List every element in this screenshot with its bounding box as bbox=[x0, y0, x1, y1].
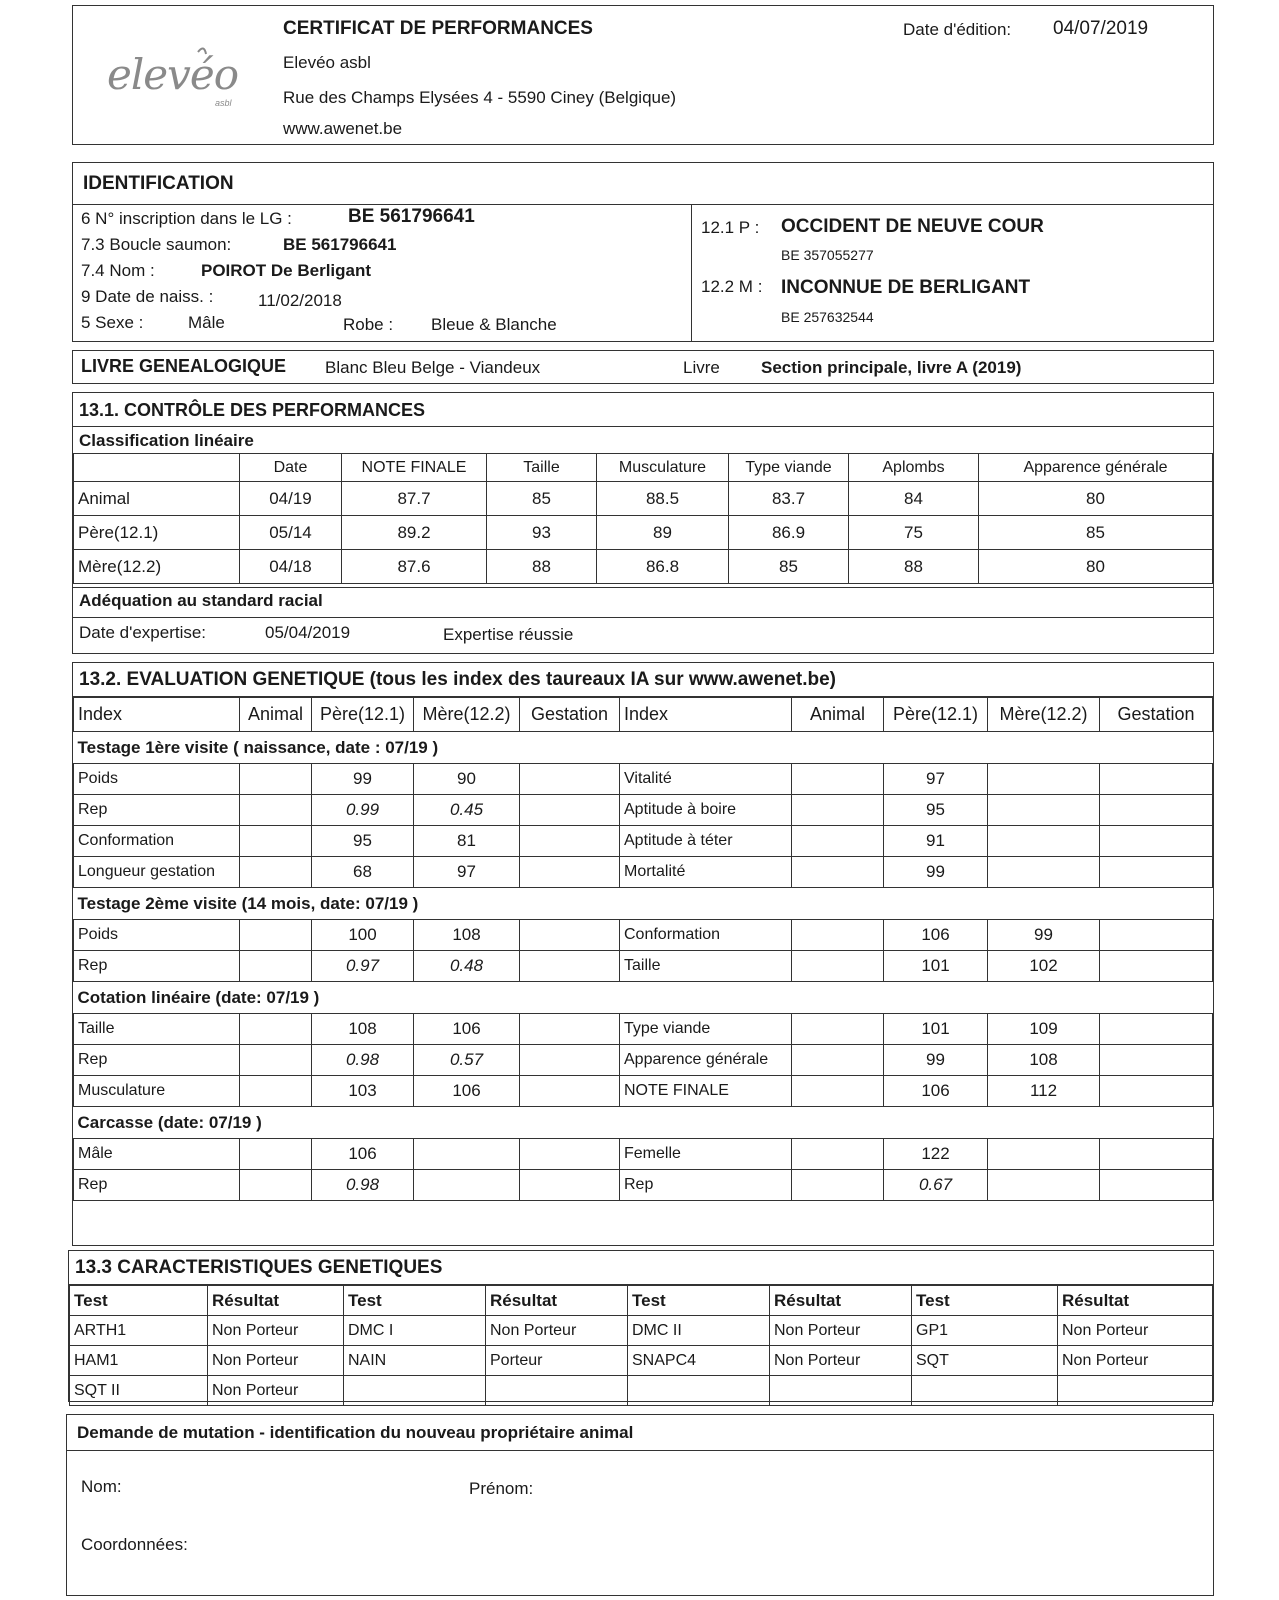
column-header: Animal bbox=[792, 698, 884, 732]
column-header: Apparence générale bbox=[979, 454, 1213, 482]
test-name bbox=[344, 1376, 486, 1406]
row-label: Conformation bbox=[74, 826, 240, 857]
table-row bbox=[74, 516, 1213, 550]
table-cell: 99 bbox=[884, 1045, 988, 1076]
table-cell bbox=[520, 1139, 620, 1170]
organization-address: Rue des Champs Elysées 4 - 5590 Ciney (Belgique) bbox=[283, 88, 677, 107]
table-cell bbox=[520, 1076, 620, 1107]
section-title-row bbox=[74, 982, 1213, 1014]
classification-table-wrap bbox=[73, 453, 1213, 584]
test-name: NAIN bbox=[344, 1346, 486, 1376]
table-cell bbox=[988, 795, 1100, 826]
test-result: Non Porteur bbox=[208, 1346, 344, 1376]
table-cell bbox=[792, 1014, 884, 1045]
table-row bbox=[74, 795, 1213, 826]
table-cell bbox=[1100, 951, 1213, 982]
robe-label: Robe : bbox=[343, 315, 394, 334]
table-cell: 88 bbox=[487, 550, 597, 584]
table-cell: 95 bbox=[884, 795, 988, 826]
table-cell bbox=[240, 1139, 312, 1170]
table-cell: 99 bbox=[884, 857, 988, 888]
table-cell: 91 bbox=[884, 826, 988, 857]
row-label: Conformation bbox=[620, 920, 792, 951]
column-header: Résultat bbox=[208, 1286, 344, 1316]
row-label: Apparence générale bbox=[620, 1045, 792, 1076]
table-row bbox=[74, 826, 1213, 857]
pere-name: OCCIDENT DE NEUVE COUR bbox=[781, 216, 1044, 237]
table-cell: 99 bbox=[312, 764, 414, 795]
table-cell: 106 bbox=[414, 1014, 520, 1045]
table-cell bbox=[792, 826, 884, 857]
table-cell: 0.45 bbox=[414, 795, 520, 826]
table-cell bbox=[792, 1045, 884, 1076]
header-block bbox=[72, 5, 1214, 145]
table-cell: 95 bbox=[312, 826, 414, 857]
test-result: Non Porteur bbox=[1058, 1316, 1213, 1346]
table-cell: 85 bbox=[487, 482, 597, 516]
table-cell: 108 bbox=[414, 920, 520, 951]
livre-label: Livre bbox=[683, 358, 720, 377]
section-title-row bbox=[74, 1107, 1213, 1139]
table-cell bbox=[1100, 920, 1213, 951]
table-cell: 0.98 bbox=[312, 1045, 414, 1076]
evaluation-table bbox=[73, 697, 1213, 1201]
row-label: Taille bbox=[620, 951, 792, 982]
classification-table bbox=[73, 453, 1213, 584]
table-cell bbox=[792, 951, 884, 982]
table-row bbox=[74, 951, 1213, 982]
table-cell bbox=[792, 1170, 884, 1201]
table-cell bbox=[520, 826, 620, 857]
column-header: Gestation bbox=[1100, 698, 1213, 732]
table-cell: 80 bbox=[979, 550, 1213, 584]
row-label: Animal bbox=[74, 482, 240, 516]
mutation-block bbox=[66, 1414, 1214, 1596]
nom-label: 7.4 Nom : bbox=[81, 261, 155, 280]
robe-value: Bleue & Blanche bbox=[431, 315, 557, 334]
table-cell bbox=[988, 857, 1100, 888]
column-header: Musculature bbox=[597, 454, 729, 482]
table-row bbox=[70, 1346, 1213, 1376]
table-row bbox=[74, 482, 1213, 516]
table-cell: 75 bbox=[849, 516, 979, 550]
table-cell: 80 bbox=[979, 482, 1213, 516]
row-label: Musculature bbox=[74, 1076, 240, 1107]
table-cell: 97 bbox=[414, 857, 520, 888]
table-cell: 87.7 bbox=[342, 482, 487, 516]
column-header: Type viande bbox=[729, 454, 849, 482]
column-header: Mère(12.2) bbox=[414, 698, 520, 732]
table-row bbox=[74, 550, 1213, 584]
column-header: Animal bbox=[240, 698, 312, 732]
table-row bbox=[74, 1014, 1213, 1045]
table-cell: 93 bbox=[487, 516, 597, 550]
test-result: Non Porteur bbox=[208, 1316, 344, 1346]
table-cell: 0.57 bbox=[414, 1045, 520, 1076]
table-cell: 97 bbox=[884, 764, 988, 795]
mutation-nom-label: Nom: bbox=[81, 1477, 122, 1496]
evaluation-title: 13.2. EVALUATION GENETIQUE (tous les index des taureaux IA sur www.awenet.be) bbox=[73, 663, 1213, 697]
table-cell bbox=[520, 764, 620, 795]
row-label: Père(12.1) bbox=[74, 516, 240, 550]
table-cell: 101 bbox=[884, 1014, 988, 1045]
table-row bbox=[70, 1376, 1213, 1406]
column-header: Père(12.1) bbox=[884, 698, 988, 732]
table-cell: 106 bbox=[884, 1076, 988, 1107]
table-cell: 99 bbox=[988, 920, 1100, 951]
section-title: Testage 2ème visite (14 mois, date: 07/19 ) bbox=[74, 888, 1213, 920]
row-label: NOTE FINALE bbox=[620, 1076, 792, 1107]
table-cell: 108 bbox=[312, 1014, 414, 1045]
test-result: Non Porteur bbox=[1058, 1346, 1213, 1376]
table-cell bbox=[792, 857, 884, 888]
test-name bbox=[628, 1376, 770, 1406]
mutation-coordonnees-label: Coordonnées: bbox=[81, 1535, 188, 1554]
table-cell: 0.67 bbox=[884, 1170, 988, 1201]
table-row bbox=[74, 920, 1213, 951]
identification-divider bbox=[691, 205, 692, 341]
classification-subtitle: Classification linéaire bbox=[79, 431, 254, 450]
pere-id: BE 357055277 bbox=[781, 247, 874, 263]
table-row bbox=[74, 1045, 1213, 1076]
table-cell bbox=[792, 795, 884, 826]
row-label: Mâle bbox=[74, 1139, 240, 1170]
test-name bbox=[912, 1376, 1058, 1406]
table-cell: 88.5 bbox=[597, 482, 729, 516]
table-cell: 0.98 bbox=[312, 1170, 414, 1201]
table-cell bbox=[240, 795, 312, 826]
table-cell bbox=[1100, 1045, 1213, 1076]
table-cell: 100 bbox=[312, 920, 414, 951]
table-cell bbox=[240, 764, 312, 795]
pere-label: 12.1 P : bbox=[701, 218, 760, 237]
section-title-row bbox=[74, 732, 1213, 764]
eleveo-logo bbox=[103, 44, 243, 114]
test-result: Non Porteur bbox=[770, 1346, 912, 1376]
table-cell: 87.6 bbox=[342, 550, 487, 584]
column-header: Index bbox=[74, 698, 240, 732]
table-header-row bbox=[74, 698, 1213, 732]
table-cell bbox=[988, 1139, 1100, 1170]
sexe-label: 5 Sexe : bbox=[81, 313, 144, 332]
row-label: Aptitude à boire bbox=[620, 795, 792, 826]
table-cell bbox=[520, 857, 620, 888]
identification-title: IDENTIFICATION bbox=[73, 163, 1213, 205]
test-result: Non Porteur bbox=[770, 1316, 912, 1346]
table-cell bbox=[520, 920, 620, 951]
row-label: Type viande bbox=[620, 1014, 792, 1045]
livre-title: LIVRE GENEALOGIQUE bbox=[81, 356, 287, 376]
edition-date-label: Date d'édition: bbox=[903, 20, 1012, 39]
identification-block bbox=[72, 162, 1214, 342]
expertise-result: Expertise réussie bbox=[443, 625, 574, 644]
column-header: Taille bbox=[487, 454, 597, 482]
row-label: Poids bbox=[74, 920, 240, 951]
test-result: Non Porteur bbox=[208, 1376, 344, 1406]
table-row bbox=[74, 1139, 1213, 1170]
table-cell: 85 bbox=[729, 550, 849, 584]
controle-block bbox=[72, 392, 1214, 654]
table-cell: 81 bbox=[414, 826, 520, 857]
table-cell: 102 bbox=[988, 951, 1100, 982]
table-cell bbox=[1100, 1076, 1213, 1107]
expertise-date-label: Date d'expertise: bbox=[79, 623, 207, 642]
naissance-value: 11/02/2018 bbox=[258, 291, 342, 310]
table-cell: 88 bbox=[849, 550, 979, 584]
table-cell bbox=[240, 1014, 312, 1045]
row-label: Rep bbox=[74, 795, 240, 826]
test-name: DMC II bbox=[628, 1316, 770, 1346]
boucle-value: BE 561796641 bbox=[283, 235, 397, 254]
table-cell: 103 bbox=[312, 1076, 414, 1107]
adequation-title: Adéquation au standard racial bbox=[79, 591, 323, 610]
column-header bbox=[74, 454, 240, 482]
caracteristiques-title: 13.3 CARACTERISTIQUES GENETIQUES bbox=[69, 1251, 1213, 1285]
table-cell bbox=[414, 1170, 520, 1201]
logo-subtext: asbl bbox=[215, 98, 232, 108]
organization-website: www.awenet.be bbox=[283, 119, 403, 138]
test-result bbox=[770, 1376, 912, 1406]
table-cell bbox=[792, 764, 884, 795]
table-cell bbox=[240, 951, 312, 982]
table-cell: 106 bbox=[312, 1139, 414, 1170]
table-cell: 89 bbox=[597, 516, 729, 550]
evaluation-block bbox=[72, 662, 1214, 1246]
section-title: Carcasse (date: 07/19 ) bbox=[74, 1107, 1213, 1139]
table-cell: 04/18 bbox=[240, 550, 342, 584]
table-row bbox=[74, 1076, 1213, 1107]
test-name: GP1 bbox=[912, 1316, 1058, 1346]
table-cell: 86.9 bbox=[729, 516, 849, 550]
table-cell bbox=[1100, 1139, 1213, 1170]
section-title-row bbox=[74, 888, 1213, 920]
column-header: Index bbox=[620, 698, 792, 732]
table-row bbox=[70, 1316, 1213, 1346]
caracteristiques-table bbox=[69, 1285, 1213, 1406]
certificate-title: CERTIFICAT DE PERFORMANCES bbox=[283, 18, 593, 39]
table-cell bbox=[1100, 826, 1213, 857]
table-cell: 106 bbox=[414, 1076, 520, 1107]
table-row bbox=[74, 857, 1213, 888]
mere-name: INCONNUE DE BERLIGANT bbox=[781, 277, 1031, 298]
row-label: Rep bbox=[74, 1045, 240, 1076]
row-label: Mère(12.2) bbox=[74, 550, 240, 584]
test-result: Non Porteur bbox=[486, 1316, 628, 1346]
column-header: Résultat bbox=[770, 1286, 912, 1316]
row-label: Poids bbox=[74, 764, 240, 795]
column-header: Test bbox=[628, 1286, 770, 1316]
table-cell bbox=[1100, 1014, 1213, 1045]
table-cell: 68 bbox=[312, 857, 414, 888]
livre-section: Section principale, livre A (2019) bbox=[761, 358, 1022, 377]
section-title: Cotation linéaire (date: 07/19 ) bbox=[74, 982, 1213, 1014]
column-header: Résultat bbox=[1058, 1286, 1213, 1316]
column-header: Gestation bbox=[520, 698, 620, 732]
row-label: Femelle bbox=[620, 1139, 792, 1170]
table-cell bbox=[520, 1014, 620, 1045]
table-cell: 86.8 bbox=[597, 550, 729, 584]
table-cell bbox=[988, 826, 1100, 857]
table-row bbox=[74, 764, 1213, 795]
table-cell bbox=[520, 1045, 620, 1076]
test-result: Porteur bbox=[486, 1346, 628, 1376]
table-row bbox=[74, 1170, 1213, 1201]
table-cell: 85 bbox=[979, 516, 1213, 550]
table-cell: 0.48 bbox=[414, 951, 520, 982]
row-label: Longueur gestation bbox=[74, 857, 240, 888]
test-name: SNAPC4 bbox=[628, 1346, 770, 1376]
table-cell bbox=[240, 1045, 312, 1076]
table-cell: 84 bbox=[849, 482, 979, 516]
table-cell bbox=[792, 1076, 884, 1107]
boucle-label: 7.3 Boucle saumon: bbox=[81, 235, 232, 254]
section-title: Testage 1ère visite ( naissance, date : 07/19 ) bbox=[74, 732, 1213, 764]
column-header: Père(12.1) bbox=[312, 698, 414, 732]
column-header: Mère(12.2) bbox=[988, 698, 1100, 732]
table-cell: 108 bbox=[988, 1045, 1100, 1076]
table-cell: 106 bbox=[884, 920, 988, 951]
organization-name: Elevéo asbl bbox=[283, 53, 371, 72]
column-header: Résultat bbox=[486, 1286, 628, 1316]
table-cell: 112 bbox=[988, 1076, 1100, 1107]
test-name: SQT bbox=[912, 1346, 1058, 1376]
row-label: Rep bbox=[620, 1170, 792, 1201]
lg-number-label: 6 N° inscription dans le LG : bbox=[81, 209, 292, 228]
table-cell bbox=[1100, 764, 1213, 795]
table-cell bbox=[792, 920, 884, 951]
logo-text: elevéo bbox=[107, 50, 239, 99]
table-cell bbox=[1100, 1170, 1213, 1201]
test-name: SQT II bbox=[70, 1376, 208, 1406]
table-header-row bbox=[74, 454, 1213, 482]
table-cell: 0.99 bbox=[312, 795, 414, 826]
controle-title: 13.1. CONTRÔLE DES PERFORMANCES bbox=[73, 393, 1213, 427]
table-cell: 83.7 bbox=[729, 482, 849, 516]
naissance-label: 9 Date de naiss. : bbox=[81, 287, 214, 306]
table-cell bbox=[240, 1076, 312, 1107]
livre-race: Blanc Bleu Belge - Viandeux bbox=[325, 358, 541, 377]
test-name: HAM1 bbox=[70, 1346, 208, 1376]
column-header: Test bbox=[70, 1286, 208, 1316]
row-label: Taille bbox=[74, 1014, 240, 1045]
nom-value: POIROT De Berligant bbox=[201, 261, 372, 280]
row-label: Rep bbox=[74, 951, 240, 982]
row-label: Rep bbox=[74, 1170, 240, 1201]
table-cell bbox=[520, 795, 620, 826]
lg-number-value: BE 561796641 bbox=[348, 206, 475, 227]
mutation-prenom-label: Prénom: bbox=[469, 1479, 534, 1498]
column-header: Test bbox=[344, 1286, 486, 1316]
table-cell: 101 bbox=[884, 951, 988, 982]
row-label: Mortalité bbox=[620, 857, 792, 888]
test-result bbox=[486, 1376, 628, 1406]
table-cell bbox=[1100, 795, 1213, 826]
table-cell: 109 bbox=[988, 1014, 1100, 1045]
mutation-title: Demande de mutation - identification du nouveau propriétaire animal bbox=[67, 1415, 1213, 1451]
test-name: ARTH1 bbox=[70, 1316, 208, 1346]
table-cell: 89.2 bbox=[342, 516, 487, 550]
expertise-date-value: 05/04/2019 bbox=[265, 623, 351, 642]
table-cell bbox=[1100, 857, 1213, 888]
table-cell: 90 bbox=[414, 764, 520, 795]
column-header: Aplombs bbox=[849, 454, 979, 482]
table-cell bbox=[240, 920, 312, 951]
row-label: Aptitude à téter bbox=[620, 826, 792, 857]
table-cell bbox=[520, 1170, 620, 1201]
test-result bbox=[1058, 1376, 1213, 1406]
mere-id: BE 257632544 bbox=[781, 309, 874, 325]
table-header-row bbox=[70, 1286, 1213, 1316]
table-cell bbox=[988, 764, 1100, 795]
table-cell: 0.97 bbox=[312, 951, 414, 982]
table-cell bbox=[240, 826, 312, 857]
table-cell bbox=[414, 1139, 520, 1170]
column-header: Test bbox=[912, 1286, 1058, 1316]
table-cell bbox=[240, 857, 312, 888]
table-cell bbox=[520, 951, 620, 982]
column-header: NOTE FINALE bbox=[342, 454, 487, 482]
table-cell: 05/14 bbox=[240, 516, 342, 550]
caracteristiques-block bbox=[68, 1250, 1214, 1402]
sexe-value: Mâle bbox=[188, 313, 225, 332]
table-cell: 122 bbox=[884, 1139, 988, 1170]
table-cell bbox=[792, 1139, 884, 1170]
livre-block bbox=[72, 350, 1214, 384]
table-cell bbox=[240, 1170, 312, 1201]
edition-date-value: 04/07/2019 bbox=[1053, 18, 1149, 39]
row-label: Vitalité bbox=[620, 764, 792, 795]
table-cell bbox=[988, 1170, 1100, 1201]
table-cell: 04/19 bbox=[240, 482, 342, 516]
test-name: DMC I bbox=[344, 1316, 486, 1346]
column-header: Date bbox=[240, 454, 342, 482]
mere-label: 12.2 M : bbox=[701, 277, 763, 296]
